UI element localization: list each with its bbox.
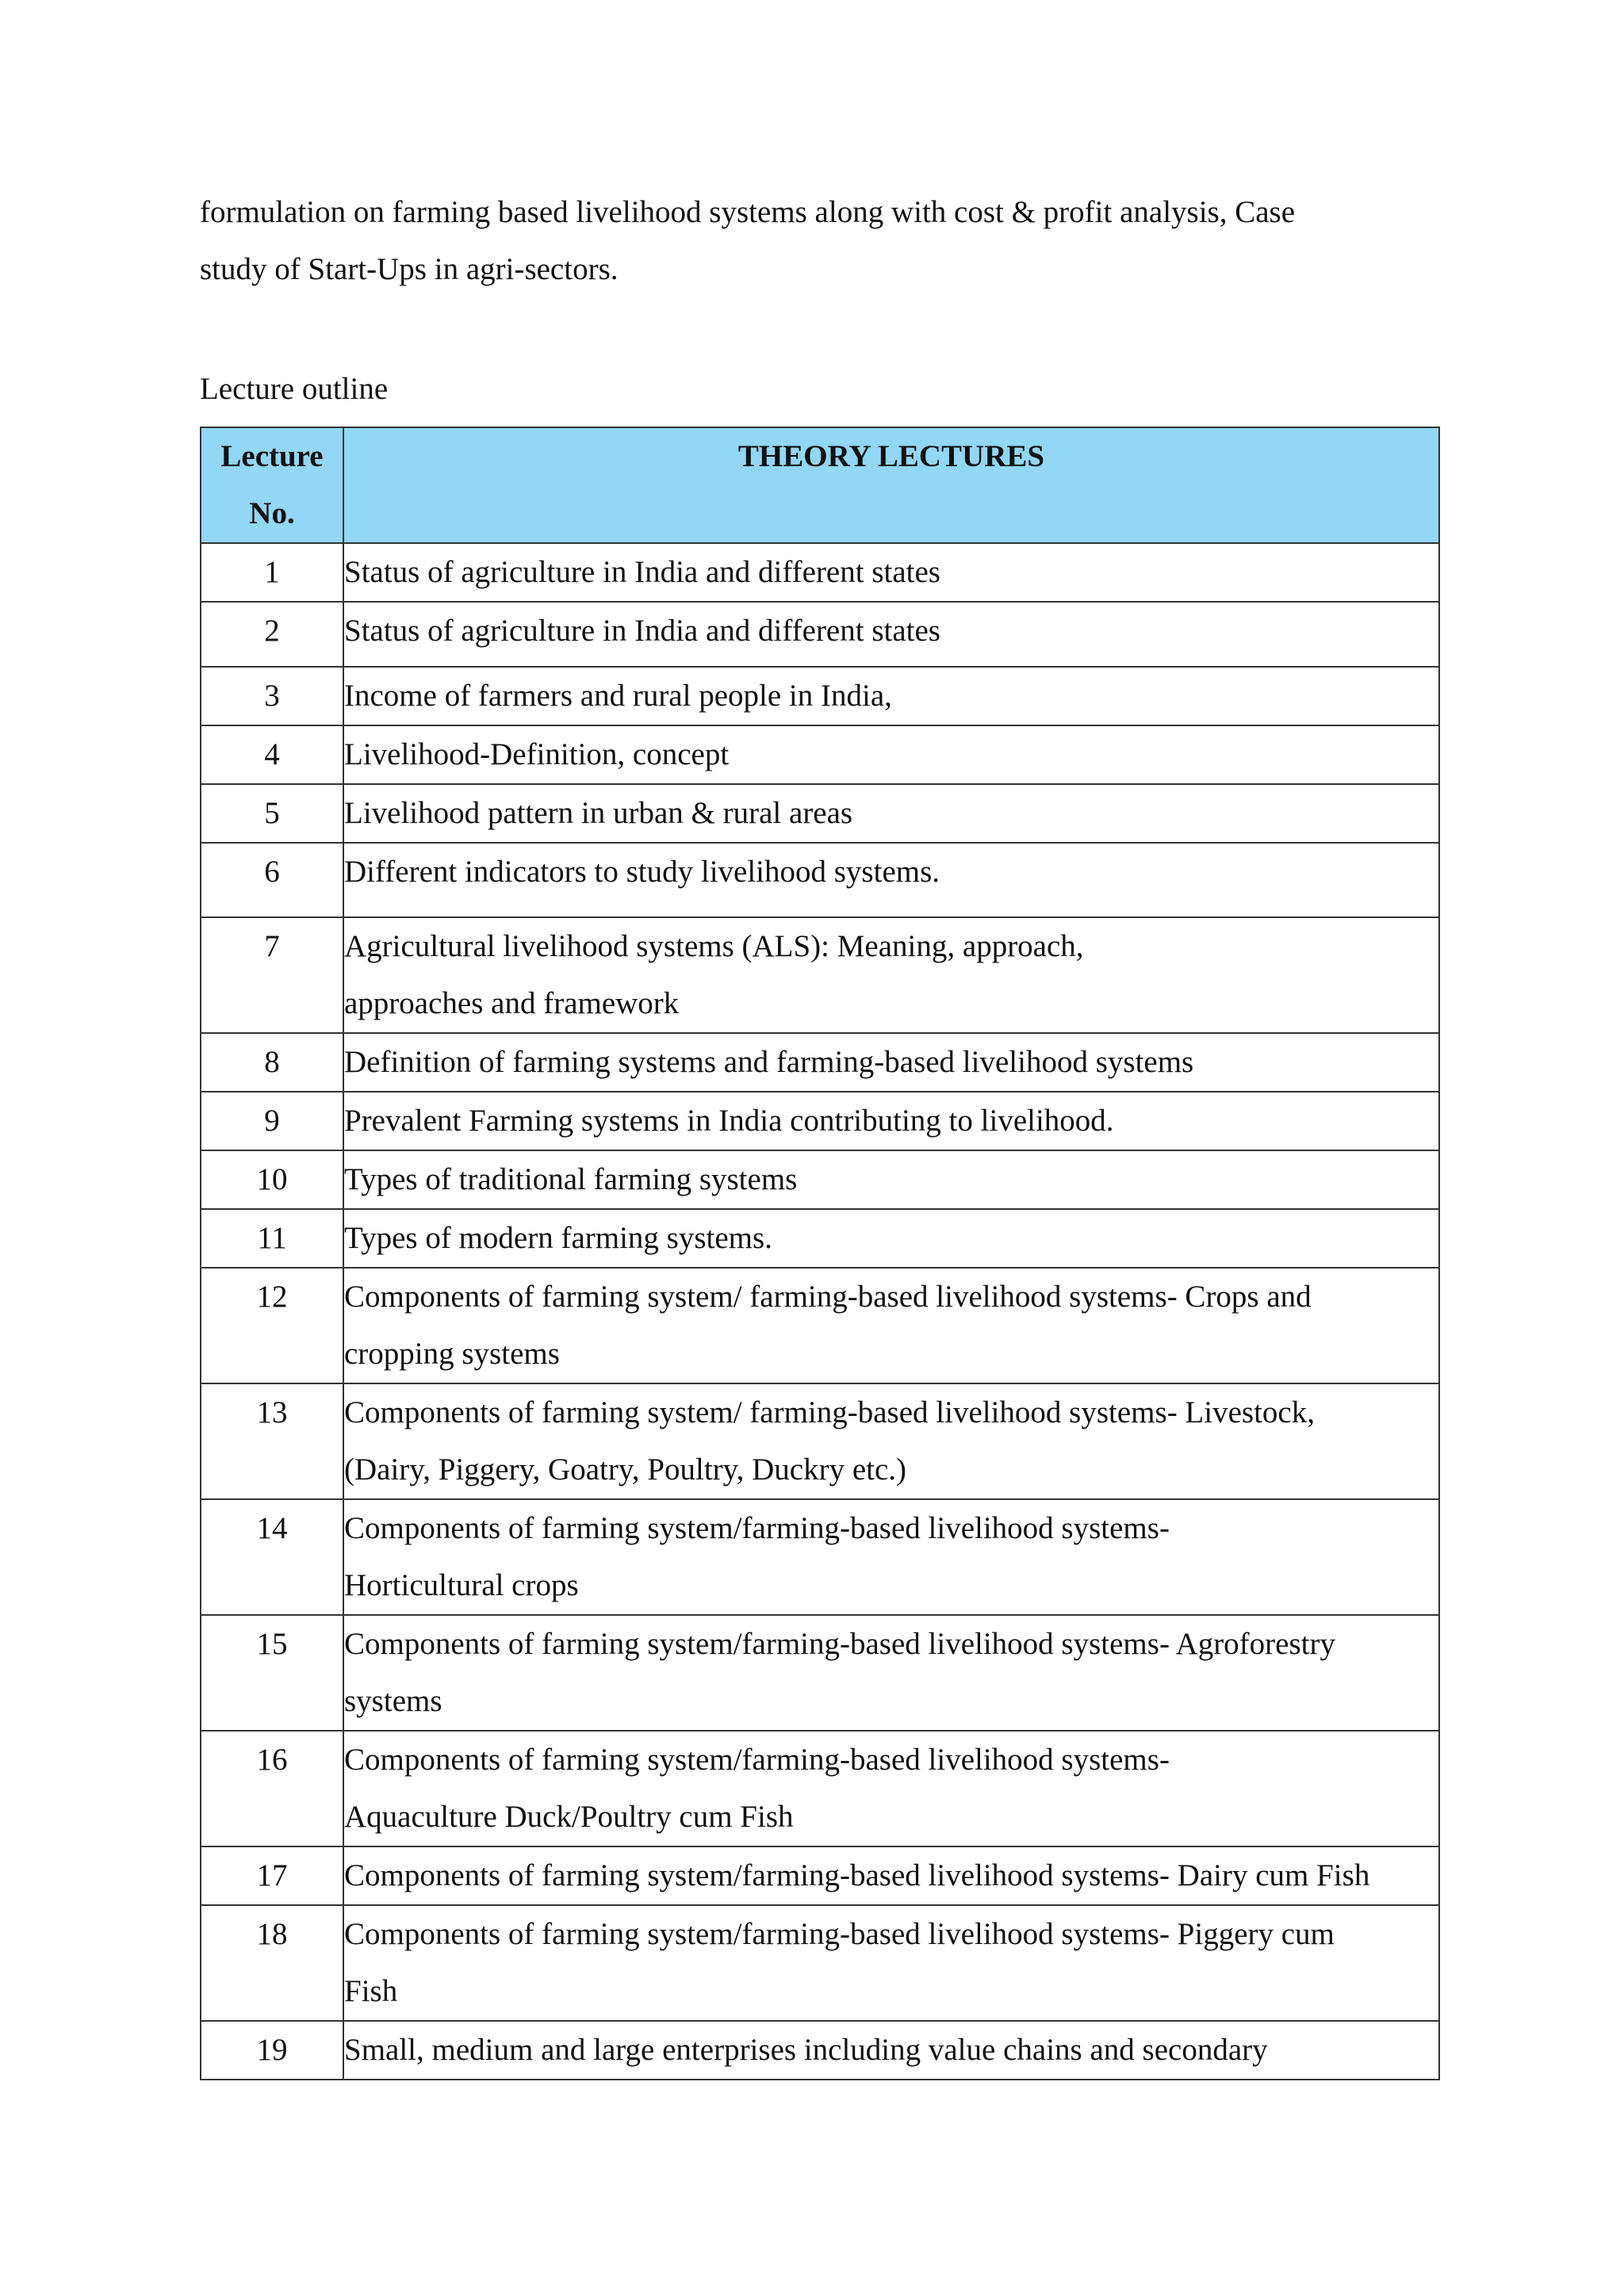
lecture-title: Components of farming system/farming-based livelihood systems- Dairy cum Fish: [343, 1846, 1439, 1905]
table-row: [201, 1731, 1439, 1846]
header-lecture-no: Lecture No.: [201, 427, 343, 543]
lecture-number: 2: [201, 602, 343, 667]
table-row: [201, 784, 1439, 843]
lecture-title: Components of farming system/farming-based livelihood systems- Aquaculture Duck/Poultry cum Fish: [343, 1731, 1439, 1846]
lecture-number: 1: [201, 543, 343, 602]
table-header-row: [201, 427, 1439, 543]
table-row: [201, 1092, 1439, 1150]
table-row: [201, 843, 1439, 917]
lecture-title: Components of farming system/farming-based livelihood systems- Horticultural crops: [343, 1499, 1439, 1615]
lecture-number: 12: [201, 1268, 343, 1383]
lecture-outline-label: Lecture outline: [200, 372, 389, 406]
table-row: [201, 1383, 1439, 1499]
lecture-number: 7: [201, 917, 343, 1033]
intro-line-1: formulation on farming based livelihood systems along with cost & profit analysis, Case: [200, 195, 1296, 229]
lecture-title: Income of farmers and rural people in India,: [343, 667, 1439, 725]
lecture-number: 19: [201, 2021, 343, 2080]
lecture-title: Types of traditional farming systems: [343, 1150, 1439, 1209]
table-row: [201, 1209, 1439, 1268]
lecture-title: Different indicators to study livelihood systems.: [343, 843, 1439, 917]
lecture-title: Types of modern farming systems.: [343, 1209, 1439, 1268]
table-row: [201, 1268, 1439, 1383]
table-row: [201, 1499, 1439, 1615]
table-row: [201, 1033, 1439, 1092]
lecture-title: Definition of farming systems and farming-based livelihood systems: [343, 1033, 1439, 1092]
lecture-number: 6: [201, 843, 343, 917]
lecture-number: 4: [201, 725, 343, 784]
header-theory-lectures: THEORY LECTURES: [343, 427, 1439, 543]
lecture-number: 10: [201, 1150, 343, 1209]
lecture-title: Prevalent Farming systems in India contributing to livelihood.: [343, 1092, 1439, 1150]
table-row: [201, 1615, 1439, 1731]
lecture-title: Components of farming system/farming-based livelihood systems- Agroforestry systems: [343, 1615, 1439, 1731]
table-row: [201, 725, 1439, 784]
lecture-number: 18: [201, 1905, 343, 2021]
table-row: [201, 667, 1439, 725]
table-row: [201, 1846, 1439, 1905]
table-row: [201, 1150, 1439, 1209]
lecture-title: Livelihood pattern in urban & rural areas: [343, 784, 1439, 843]
table-row: [201, 543, 1439, 602]
table-row: [201, 1905, 1439, 2021]
intro-line-2: study of Start-Ups in agri-sectors.: [200, 252, 619, 286]
lecture-number: 14: [201, 1499, 343, 1615]
lecture-title: Status of agriculture in India and different states: [343, 602, 1439, 667]
lecture-number: 17: [201, 1846, 343, 1905]
lecture-title: Status of agriculture in India and different states: [343, 543, 1439, 602]
lecture-title: Components of farming system/farming-based livelihood systems- Piggery cum Fish: [343, 1905, 1439, 2021]
lecture-title: Agricultural livelihood systems (ALS): Meaning, approach, approaches and framework: [343, 917, 1439, 1033]
lecture-number: 15: [201, 1615, 343, 1731]
lecture-title: Components of farming system/ farming-based livelihood systems- Crops and cropping systems: [343, 1268, 1439, 1383]
lecture-title: Small, medium and large enterprises including value chains and secondary: [343, 2021, 1439, 2080]
lecture-title: Livelihood-Definition, concept: [343, 725, 1439, 784]
lecture-number: 11: [201, 1209, 343, 1268]
lecture-number: 9: [201, 1092, 343, 1150]
table-row: [201, 2021, 1439, 2080]
lecture-number: 3: [201, 667, 343, 725]
lecture-number: 8: [201, 1033, 343, 1092]
table-row: [201, 917, 1439, 1033]
lecture-title: Components of farming system/ farming-based livelihood systems- Livestock, (Dairy, Piggery, Goatry, Poultry, Duckry etc.): [343, 1383, 1439, 1499]
intro-paragraph: [200, 184, 1437, 298]
lecture-number: 16: [201, 1731, 343, 1846]
lecture-number: 13: [201, 1383, 343, 1499]
table-row: [201, 602, 1439, 667]
lecture-number: 5: [201, 784, 343, 843]
lecture-outline-table: [200, 427, 1440, 2080]
